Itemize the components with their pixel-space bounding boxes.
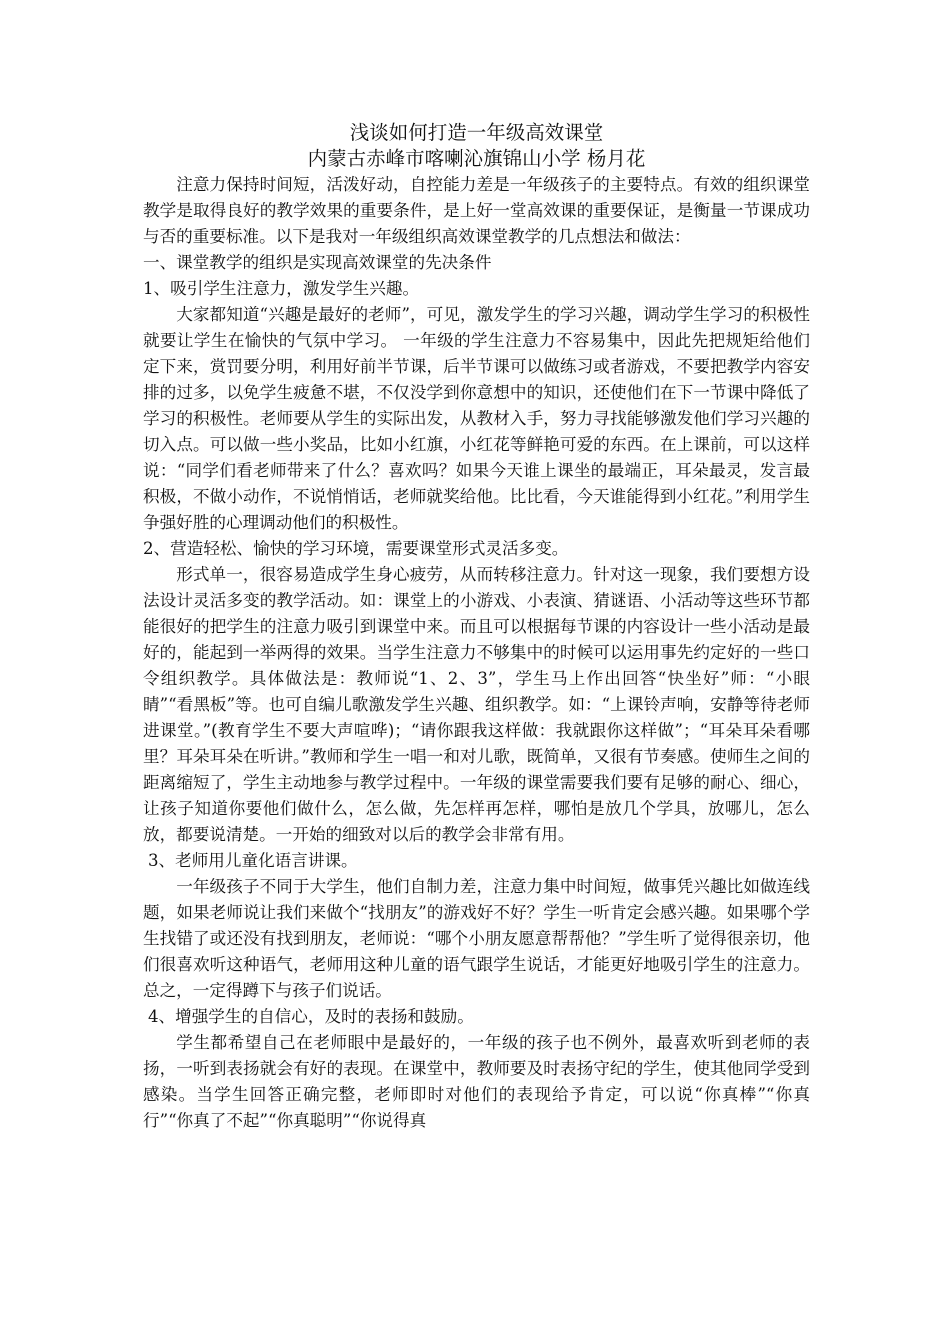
item-heading-3: 3、老师用儿童化语言讲课。 [147,851,358,870]
item-heading-4: 4、增强学生的自信心，及时的表扬和鼓励。 [147,1007,474,1026]
item-heading-1: 1、吸引学生注意力，激发学生兴趣。 [143,279,420,298]
item-paragraph-1: 大家都知道“兴趣是最好的老师”，可见，激发学生的学习兴趣，调动学生学习的积极性就要让学生在愉快的气氛中学习。 一年级的学生注意力不容易集中，因此先把规矩给他们定下来，赏罚要分明，利用好前半节课，后半节课可以做练习或者游戏，不要把教学内容安排的过多，以免学生疲惫不堪，不仅没学到你意想中的知识，还使他们在下一节课中降低了学习的积极性。老师要从学生的实际出发，从教材入手，努力寻找能够激发他们学习兴趣的切入点。可以做一些小奖品，比如小红旗，小红花等鲜艳可爱的东西。在上课前，可以这样说：“同学们看老师带来了什么？喜欢吗？如果今天谁上课坐的最端正，耳朵最灵，发言最积极，不做小动作，不说悄悄话，老师就奖给他。比比看，今天谁能得到小红花。”利用学生争强好胜的心理调动他们的积极性。 [143,305,810,532]
item-paragraph-3: 一年级孩子不同于大学生，他们自制力差，注意力集中时间短，做事凭兴趣比如做连线题，如果老师说让我们来做个“找朋友”的游戏好不好？学生一听肯定会感兴趣。如果哪个学生找错了或还没有找到朋友，老师说：“哪个小朋友愿意帮帮他？”学生听了觉得很亲切，他们很喜欢听这种语气，老师用这种儿童的语气跟学生说话，才能更好地吸引学生的注意力。总之，一定得蹲下与孩子们说话。 [143,877,810,1000]
document-title: 浅谈如何打造一年级高效课堂 [349,121,604,144]
intro-paragraph: 注意力保持时间短，活泼好动，自控能力差是一年级孩子的主要特点。有效的组织课堂教学是取得良好的教学效果的重要条件，是上好一堂高效课的重要保证，是衡量一节课成功与否的重要标准。以下是我对一年级组织高效课堂教学的几点想法和做法： [143,175,810,246]
item-paragraph-2: 形式单一，很容易造成学生身心疲劳，从而转移注意力。针对这一现象，我们要想方设法设计灵活多变的教学活动。如：课堂上的小游戏、小表演、猜谜语、小活动等这些环节都能很好的把学生的注意力吸引到课堂中来。而且可以根据每节课的内容设计一些小活动是最好的，能起到一举两得的效果。当学生注意力不够集中的时候可以运用事先约定好的一些口令组织教学。具体做法是：教师说“1、2、3”，学生马上作出回答“快坐好”师：“小眼睛”“看黑板”等。也可自编儿歌激发学生兴趣、组织教学。如：“上课铃声响，安静等待老师进课堂。”(教育学生不要大声喧哗)；“请你跟我这样做：我就跟你这样做”；“耳朵耳朵看哪里？耳朵耳朵在听讲。”教师和学生一唱一和对儿歌，既简单，又很有节奏感。使师生之间的距离缩短了，学生主动地参与教学过程中。一年级的课堂需要我们要有足够的耐心、细心，让孩子知道你要他们做什么，怎么做，先怎样再怎样，哪怕是放几个学具，放哪儿，怎么放，都要说清楚。一开始的细致对以后的教学会非常有用。 [143,565,810,844]
author-line: 内蒙古赤峰市喀喇沁旗锦山小学 杨月花 [307,147,646,170]
document-page [143,120,810,1134]
item-heading-2: 2、营造轻松、愉快的学习环境，需要课堂形式灵活多变。 [143,539,569,558]
section-heading-1: 一、课堂教学的组织是实现高效课堂的先决条件 [143,253,492,272]
item-paragraph-4: 学生都希望自己在老师眼中是最好的，一年级的孩子也不例外，最喜欢听到老师的表扬，一听到表扬就会有好的表现。在课堂中，教师要及时表扬守纪的学生，使其他同学受到感染。当学生回答正确完整，老师即时对他们的表现给予肯定，可以说“你真棒”“你真行”“你真了不起”“你真聪明”“你说得真 [143,1033,810,1130]
